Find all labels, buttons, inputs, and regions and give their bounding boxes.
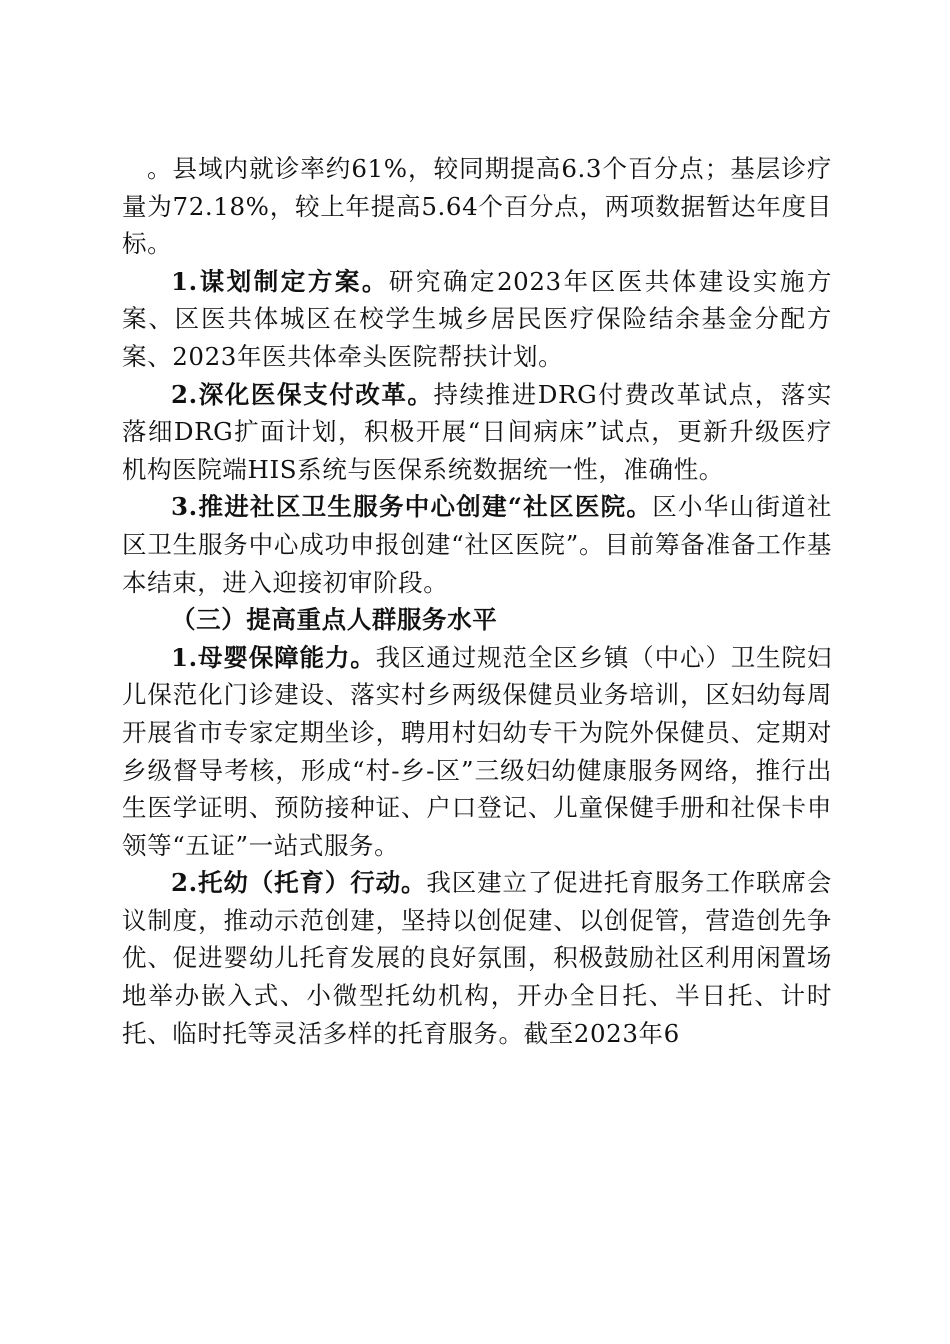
item-community-hospital: [122, 488, 832, 601]
item-body: 研究确定2023年区医共体建设实施方案、区医共体城区在校学生城乡居民医疗保险结余基金分配方案、2023年医共体牵头医院帮扶计划。: [122, 266, 832, 371]
item-body: 持续推进DRG付费改革试点，落实落细DRG扩面计划，积极开展“日间病床”试点，更新升级医疗机构医院端HIS系统与医保系统数据统一性，准确性。: [122, 379, 832, 484]
item-body: 我区建立了促进托育服务工作联席会议制度，推动示范创建，坚持以创促建、以创促管，营造创先争优、促进婴幼儿托育发展的良好氛围，积极鼓励社区利用闲置场地举办嵌入式、小微型托幼机构，开办全日托、半日托、计时托、临时托等灵活多样的托育服务。截至2023年6: [122, 868, 832, 1048]
item-body: 区小华山街道社区卫生服务中心成功申报创建“社区医院”。目前筹备准备工作基本结束，进入迎接初审阶段。: [122, 492, 832, 597]
item-plan-formulation: [122, 263, 832, 376]
item-lead: 2.深化医保支付改革。: [171, 379, 434, 409]
section-heading: （三）提高重点人群服务水平: [171, 605, 498, 635]
item-maternal-infant: [122, 639, 832, 865]
item-body: 我区通过规范全区乡镇（中心）卫生院妇儿保范化门诊建设、落实村乡两级保健员业务培训，区妇幼每周开展省市专家定期坐诊，聘用村妇幼专干为院外保健员、定期对乡级督导考核，形成“村-乡-区”三级妇幼健康服务网络，推行出生医学证明、预防接种证、户口登记、儿童保健手册和社保卡申领等“五证”一站式服务。: [122, 642, 832, 860]
document-page: [122, 150, 832, 1052]
item-lead: 1.母婴保障能力。: [171, 642, 376, 672]
intro-paragraph: 。县域内就诊率约61%，较同期提高6.3个百分点；基层诊疗量为72.18%，较上年提高5.64个百分点，两项数据暂达年度目标。: [122, 154, 832, 259]
item-lead: 1.谋划制定方案。: [171, 266, 389, 296]
item-childcare: [122, 864, 832, 1052]
item-lead: 2.托幼（托育）行动。: [171, 868, 427, 898]
item-lead: 3.推进社区卫生服务中心创建“社区医院。: [171, 492, 653, 522]
item-insurance-reform: [122, 376, 832, 489]
